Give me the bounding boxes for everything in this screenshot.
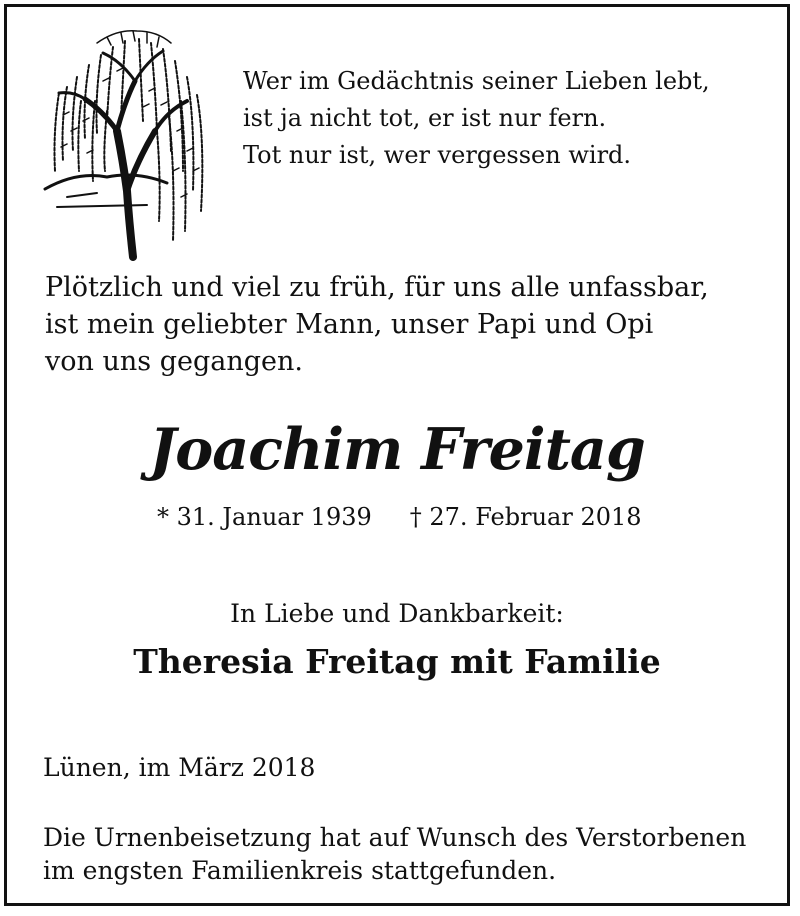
quote-line: Tot nur ist, wer vergessen wird. (243, 141, 632, 169)
weeping-willow-icon (37, 21, 217, 261)
burial-note (43, 821, 746, 887)
quote-line: Wer im Gedächtnis seiner Lieben lebt, (243, 67, 710, 95)
deceased-name: Joachim Freitag (149, 416, 645, 483)
announcement-line: ist mein geliebter Mann, unser Papi und Opi (45, 309, 654, 340)
place-date: Lünen, im März 2018 (43, 753, 316, 782)
announcement-text (45, 269, 709, 380)
thanks-line: In Liebe und Dankbarkeit: (230, 599, 564, 628)
announcement-line: Plötzlich und viel zu früh, für uns alle unfassbar, (45, 272, 709, 303)
obituary-notice (4, 4, 790, 906)
memorial-quote (243, 63, 710, 174)
mourners-name: Theresia Freitag mit Familie (133, 642, 661, 681)
death-date: † 27. Februar 2018 (409, 503, 642, 531)
burial-line: Die Urnenbeisetzung hat auf Wunsch des Verstorbenen (43, 823, 747, 852)
birth-date: * 31. Januar 1939 (157, 503, 372, 531)
announcement-line: von uns gegangen. (45, 346, 303, 377)
quote-line: ist ja nicht tot, er ist nur fern. (243, 104, 607, 132)
burial-line: im engsten Familienkreis stattgefunden. (43, 856, 557, 885)
life-dates (157, 501, 642, 533)
